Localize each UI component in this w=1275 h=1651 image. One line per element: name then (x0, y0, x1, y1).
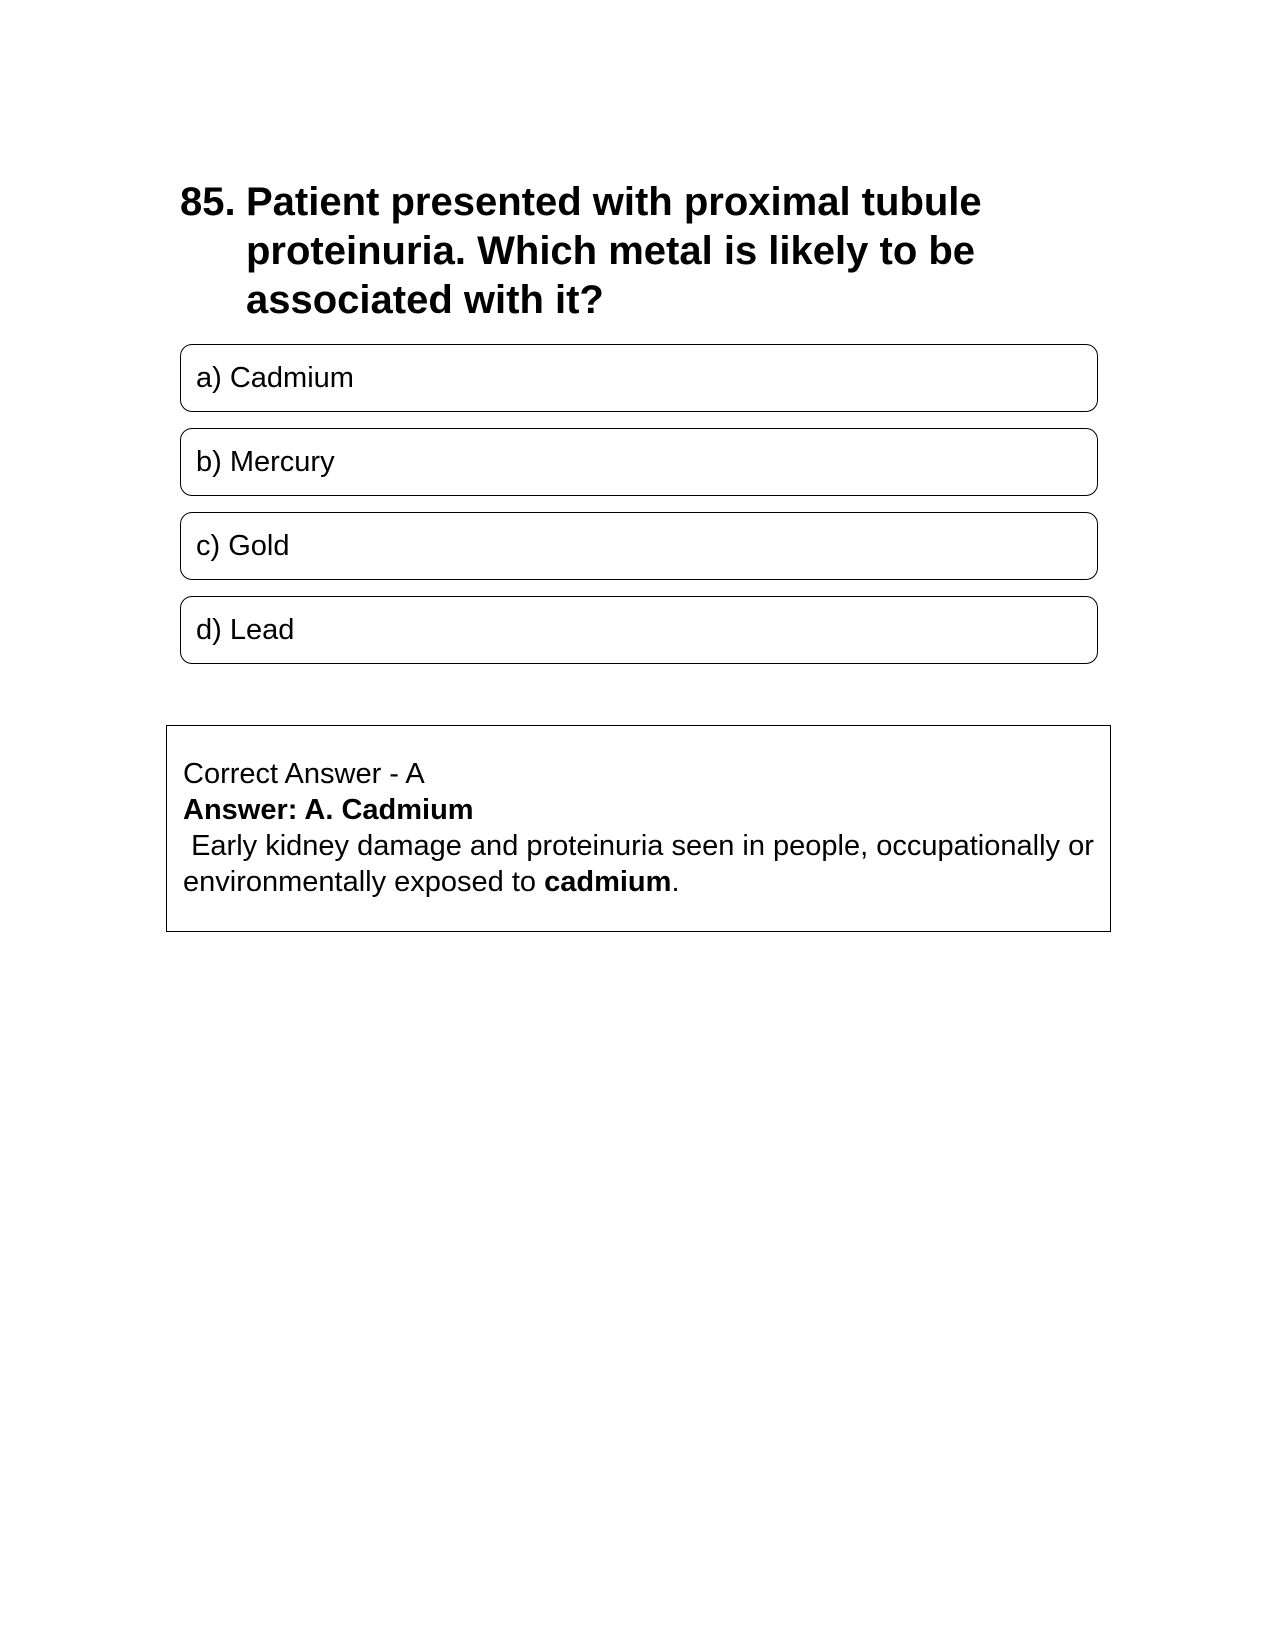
option-b-label: b) Mercury (196, 445, 335, 478)
option-d[interactable] (180, 596, 1098, 664)
explanation-end: . (671, 866, 680, 898)
answer-box (166, 725, 1111, 932)
question-text: Patient presented with proximal tubule proteinuria. Which metal is likely to be associated with it? (246, 180, 982, 322)
explanation (183, 828, 1102, 900)
option-a-label: a) Cadmium (196, 361, 354, 394)
explanation-text: Early kidney damage and proteinuria seen in people, occupationally or environmentally exposed to (183, 830, 1102, 898)
correct-answer-line: Correct Answer - A (183, 758, 425, 790)
explanation-keyword: cadmium (544, 866, 672, 898)
options-list (180, 344, 1098, 680)
option-a[interactable] (180, 344, 1098, 412)
option-b[interactable] (180, 428, 1098, 496)
option-c-label: c) Gold (196, 529, 290, 562)
question (180, 178, 1060, 325)
question-number: 85. (180, 180, 236, 224)
option-c[interactable] (180, 512, 1098, 580)
option-d-label: d) Lead (196, 613, 295, 646)
answer-line: Answer: A. Cadmium (183, 794, 474, 826)
